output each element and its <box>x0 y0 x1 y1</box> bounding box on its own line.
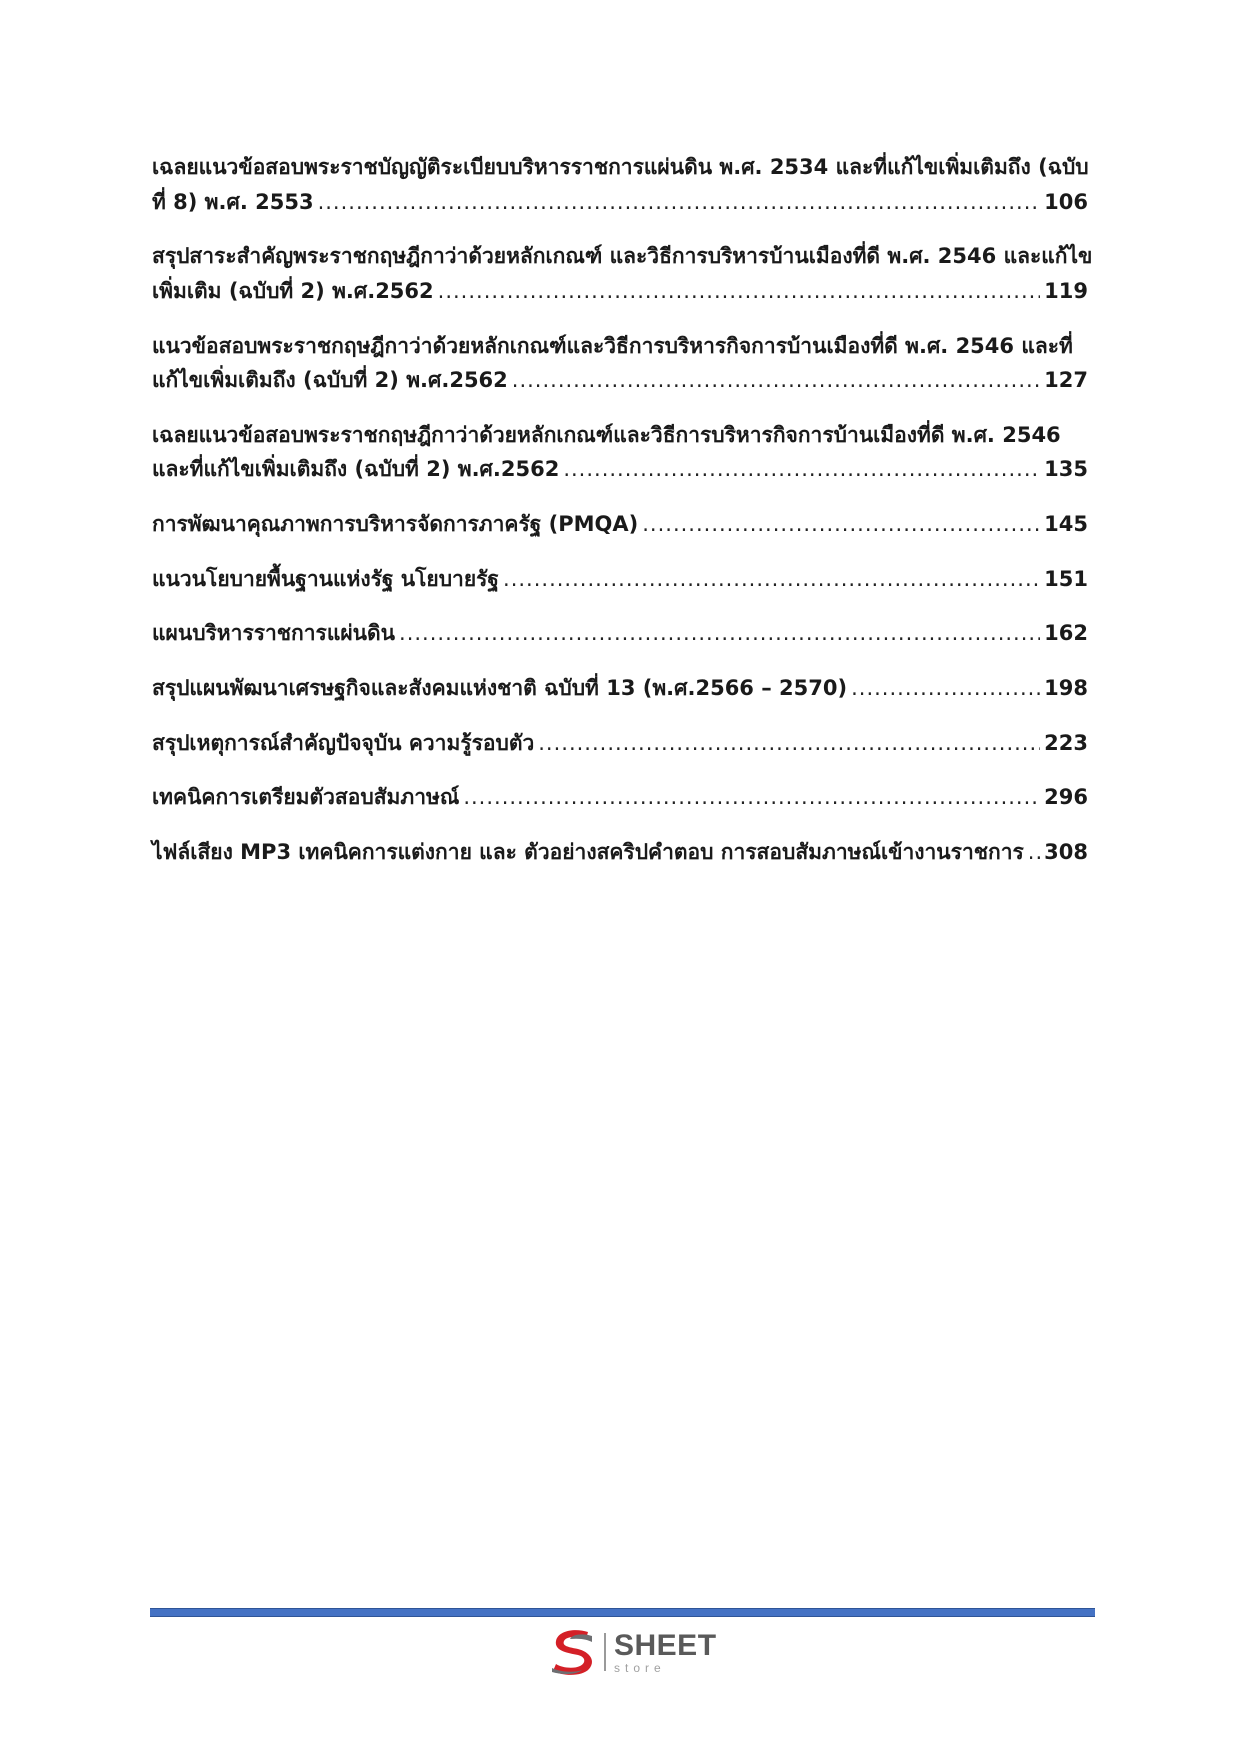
toc-page-number: 162 <box>1044 621 1088 646</box>
toc-entry[interactable] <box>152 239 1093 308</box>
leader-dots <box>399 616 1040 651</box>
toc-entry-title: สรุปสาระสำคัญพระราชกฤษฎีกาว่าด้วยหลักเกณฑ์ และวิธีการบริหารบ้านเมืองที่ดี พ.ศ. 2546 และแก้ไข <box>152 244 1093 269</box>
leader-dots <box>642 507 1040 542</box>
toc-entry-title: สรุปแผนพัฒนาเศรษฐกิจและสังคมแห่งชาติ ฉบับที่ 13 (พ.ศ.2566 – 2570) <box>152 676 848 701</box>
toc-entry-title: สรุปเหตุการณ์สำคัญปัจจุบัน ความรู้รอบตัว <box>152 730 535 755</box>
toc-entry-line <box>152 616 1088 651</box>
toc-entry-title: ที่ 8) พ.ศ. 2553 <box>152 189 314 214</box>
toc-entry[interactable] <box>152 616 1088 651</box>
toc-entry-line <box>152 452 1088 487</box>
leader-dots <box>512 363 1040 398</box>
toc-entry-title: แนวนโยบายพื้นฐานแห่งรัฐ นโยบายรัฐ <box>152 566 500 591</box>
toc-page-number: 296 <box>1044 785 1088 810</box>
toc-entry-line <box>152 726 1088 761</box>
toc-entry-title: แผนบริหารราชการแผ่นดิน <box>152 621 396 646</box>
toc-page-number: 135 <box>1044 457 1088 482</box>
toc-entry-title: เทคนิคการเตรียมตัวสอบสัมภาษณ์ <box>152 785 460 810</box>
toc-page-number: 119 <box>1044 278 1088 303</box>
toc-entry[interactable] <box>152 671 1088 706</box>
leader-dots <box>318 185 1041 220</box>
toc-entry-line <box>152 671 1088 706</box>
toc-page-number: 223 <box>1044 730 1088 755</box>
toc-entry[interactable] <box>152 780 1088 815</box>
toc-entry-line <box>152 274 1088 309</box>
toc-page-number: 198 <box>1044 676 1088 701</box>
sheet-store-s-logo-icon <box>548 1626 598 1678</box>
leader-dots <box>463 780 1040 815</box>
toc-entry[interactable] <box>152 726 1088 761</box>
leader-dots <box>563 452 1040 487</box>
toc-entry-title: แก้ไขเพิ่มเติมถึง (ฉบับที่ 2) พ.ศ.2562 <box>152 368 508 393</box>
toc-entry-line <box>152 239 1093 274</box>
toc-entry[interactable] <box>152 562 1088 597</box>
toc-page-number: 145 <box>1044 512 1088 537</box>
toc-entry-title: เฉลยแนวข้อสอบพระราชบัญญัติระเบียบบริหารราชการแผ่นดิน พ.ศ. 2534 และที่แก้ไขเพิ่มเติมถึง (ฉบับ <box>152 155 1089 179</box>
toc-entry-line <box>152 507 1088 542</box>
sheet-store-logo <box>548 1624 717 1680</box>
toc-page-number: 106 <box>1044 189 1088 214</box>
toc-entry[interactable] <box>152 835 1088 870</box>
toc-entry-line <box>152 835 1088 870</box>
toc-entry-line <box>152 562 1088 597</box>
toc-entry[interactable] <box>152 507 1088 542</box>
leader-dots <box>438 274 1041 309</box>
toc-entry-title: แนวข้อสอบพระราชกฤษฎีกาว่าด้วยหลักเกณฑ์และวิธีการบริหารกิจการบ้านเมืองที่ดี พ.ศ. 2546 และที่ <box>152 333 1073 358</box>
toc-entry-title: ไฟล์เสียง MP3 เทคนิคการแต่งกาย และ ตัวอย่างสคริปคำตอบ การสอบสัมภาษณ์เข้างานราชการ <box>152 839 1024 864</box>
leader-dots <box>1028 835 1040 870</box>
table-of-contents <box>152 150 1093 890</box>
logo-wordmark <box>614 1628 717 1675</box>
leader-dots <box>851 671 1040 706</box>
toc-entry[interactable] <box>152 150 1088 219</box>
leader-dots <box>538 726 1040 761</box>
toc-entry-line <box>152 150 1088 185</box>
toc-page-number: 151 <box>1044 566 1088 591</box>
toc-entry-title: การพัฒนาคุณภาพการบริหารจัดการภาครัฐ (PMQA) <box>152 512 639 537</box>
toc-entry-title: และที่แก้ไขเพิ่มเติมถึง (ฉบับที่ 2) พ.ศ.2562 <box>152 457 560 482</box>
toc-entry-line <box>152 185 1088 220</box>
toc-entry-title: เพิ่มเติม (ฉบับที่ 2) พ.ศ.2562 <box>152 278 434 303</box>
logo-main-text: SHEET <box>614 1628 717 1662</box>
toc-entry[interactable] <box>152 418 1088 487</box>
logo-sub-text: store <box>614 1660 666 1675</box>
toc-page-number: 308 <box>1044 839 1088 864</box>
toc-page-number: 127 <box>1044 368 1088 393</box>
toc-entry[interactable] <box>152 329 1088 398</box>
toc-entry-line <box>152 363 1088 398</box>
footer-divider <box>150 1608 1095 1617</box>
toc-entry-line <box>152 418 1088 453</box>
toc-entry-line <box>152 329 1088 364</box>
logo-separator <box>604 1633 606 1671</box>
toc-entry-title: เฉลยแนวข้อสอบพระราชกฤษฎีกาว่าด้วยหลักเกณฑ์และวิธีการบริหารกิจการบ้านเมืองที่ดี พ.ศ. 2546 <box>152 422 1061 447</box>
toc-entry-line <box>152 780 1088 815</box>
leader-dots <box>503 562 1040 597</box>
